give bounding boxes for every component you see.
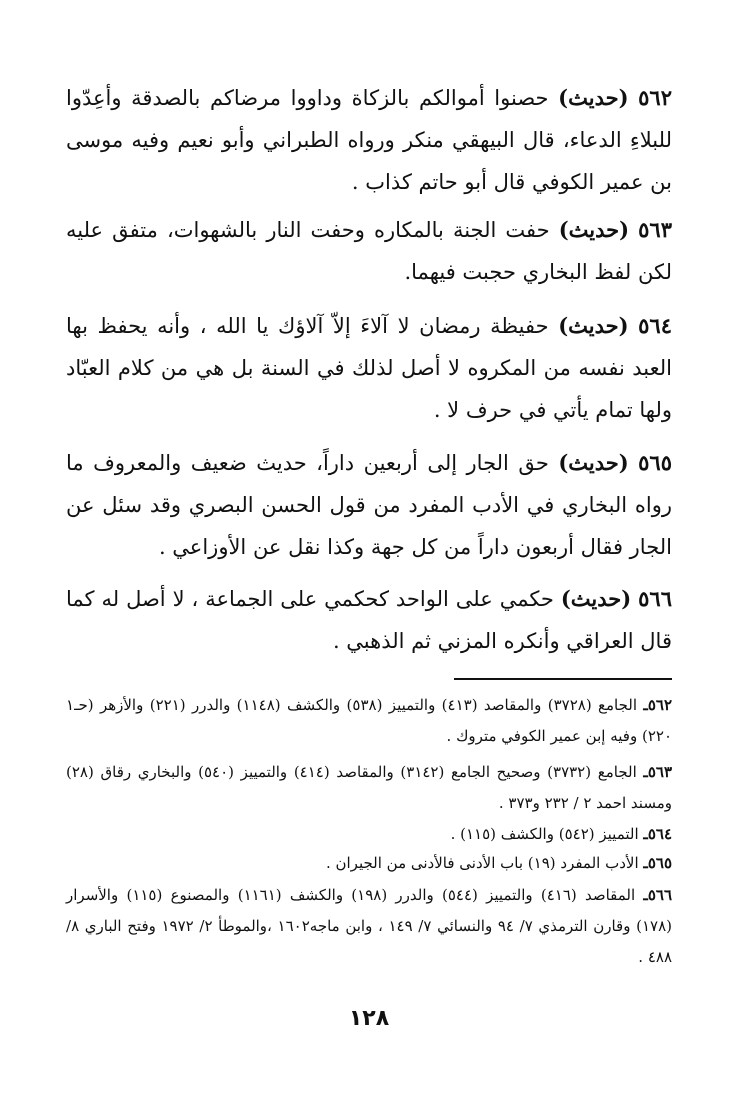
- footnote-564: [66, 819, 672, 850]
- footnote-text: الأدب المفرد (١٩) باب الأدنى فالأدنى من الجيران .: [325, 854, 639, 872]
- hadith-number: ٥٦٣: [638, 217, 672, 242]
- footnote-number: ٥٦٦ـ: [643, 886, 672, 904]
- hadith-number: ٥٦٤: [638, 313, 672, 338]
- footnote-number: ٥٦٣ـ: [643, 763, 672, 781]
- hadith-text: حق الجار إلى أربعين داراً، حديث ضعيف والمعروف ما رواه البخاري في الأدب المفرد من قول الحسن البصري وقد سئل عن الجار فقال أربعون داراً من كل جهة وكذا نقل عن الأوزاعي .: [66, 451, 672, 559]
- footnote-text: التمييز (٥٤٢) والكشف (١١٥) .: [450, 825, 639, 843]
- footnote-text: المقاصد (٤١٦) والتمييز (٥٤٤) والدرر (١٩٨) والكشف (١١٦١) والمصنوع (١١٥) والأسرار (١٧٨) وقارن الترمذي ٧/ ٩٤ والنسائي ٧/ ١٤٩ ، وابن ماجه١٦٠٢ ،والموطأ ٢/ ١٩٧٢ وفتح الباري ٨/ ٤٨٨ .: [66, 886, 672, 966]
- hadith-entry-565: [66, 442, 672, 568]
- footnote-563: [66, 757, 672, 819]
- footnote-number: ٥٦٢ـ: [643, 696, 672, 714]
- hadith-entry-562: [66, 77, 672, 203]
- footnote-divider: [454, 678, 672, 680]
- hadith-keyword: (حديث): [558, 450, 629, 475]
- footnote-565: [66, 848, 672, 879]
- hadith-text: حصنوا أموالكم بالزكاة وداووا مرضاكم بالصدقة وأعِدّوا للبلاءِ الدعاء، قال البيهقي منكر ورواه الطبراني وأبو نعيم وفيه موسى بن عمير الكوفي قال أبو حاتم كذاب .: [66, 86, 672, 194]
- footnote-562: [66, 690, 672, 752]
- footnote-number: ٥٦٤ـ: [643, 825, 672, 843]
- hadith-keyword: (حديث): [560, 586, 632, 611]
- document-page: [66, 0, 672, 1098]
- hadith-entry-564: [66, 305, 672, 431]
- page-number: ١٢٨: [348, 1006, 390, 1031]
- hadith-entry-566: [66, 578, 672, 662]
- hadith-entry-563: [66, 209, 672, 293]
- footnote-566: [66, 880, 672, 973]
- hadith-text: حكمي على الواحد كحكمي على الجماعة ، لا أصل له كما قال العراقي وأنكره المزني ثم الذهبي .: [66, 587, 672, 653]
- footnote-number: ٥٦٥ـ: [643, 854, 672, 872]
- hadith-number: ٥٦٦: [638, 586, 672, 611]
- footnote-text: الجامع (٣٧٢٨) والمقاصد (٤١٣) والتمييز (٥٣٨) والكشف (١١٤٨) والدرر (٢٢١) والأزهر (حـ١ ٢٢٠) وفيه إبن عمير الكوفي متروك .: [66, 696, 672, 745]
- hadith-text: حفت الجنة بالمكاره وحفت النار بالشهوات، متفق عليه لكن لفظ البخاري حجبت فيهما.: [66, 218, 672, 284]
- hadith-keyword: (حديث): [558, 217, 630, 242]
- footnote-text: الجامع (٣٧٣٢) وصحيح الجامع (٣١٤٢) والمقاصد (٤١٤) والتمييز (٥٤٠) والبخاري رقاق (٢٨) ومسند احمد ٢ / ٢٣٢ و٣٧٣ .: [66, 763, 672, 812]
- hadith-number: ٥٦٥: [638, 450, 672, 475]
- hadith-keyword: (حديث): [558, 313, 629, 338]
- hadith-keyword: (حديث): [558, 85, 629, 110]
- hadith-number: ٥٦٢: [638, 85, 672, 110]
- hadith-text: حفيظة رمضان لا آلاءَ إلاّ آلاؤك يا الله ، وأنه يحفظ بها العبد نفسه من المكروه لا أصل لذلك في السنة بل هي من كلام العبّاد ولها تمام يأتي في حرف لا .: [66, 314, 672, 422]
